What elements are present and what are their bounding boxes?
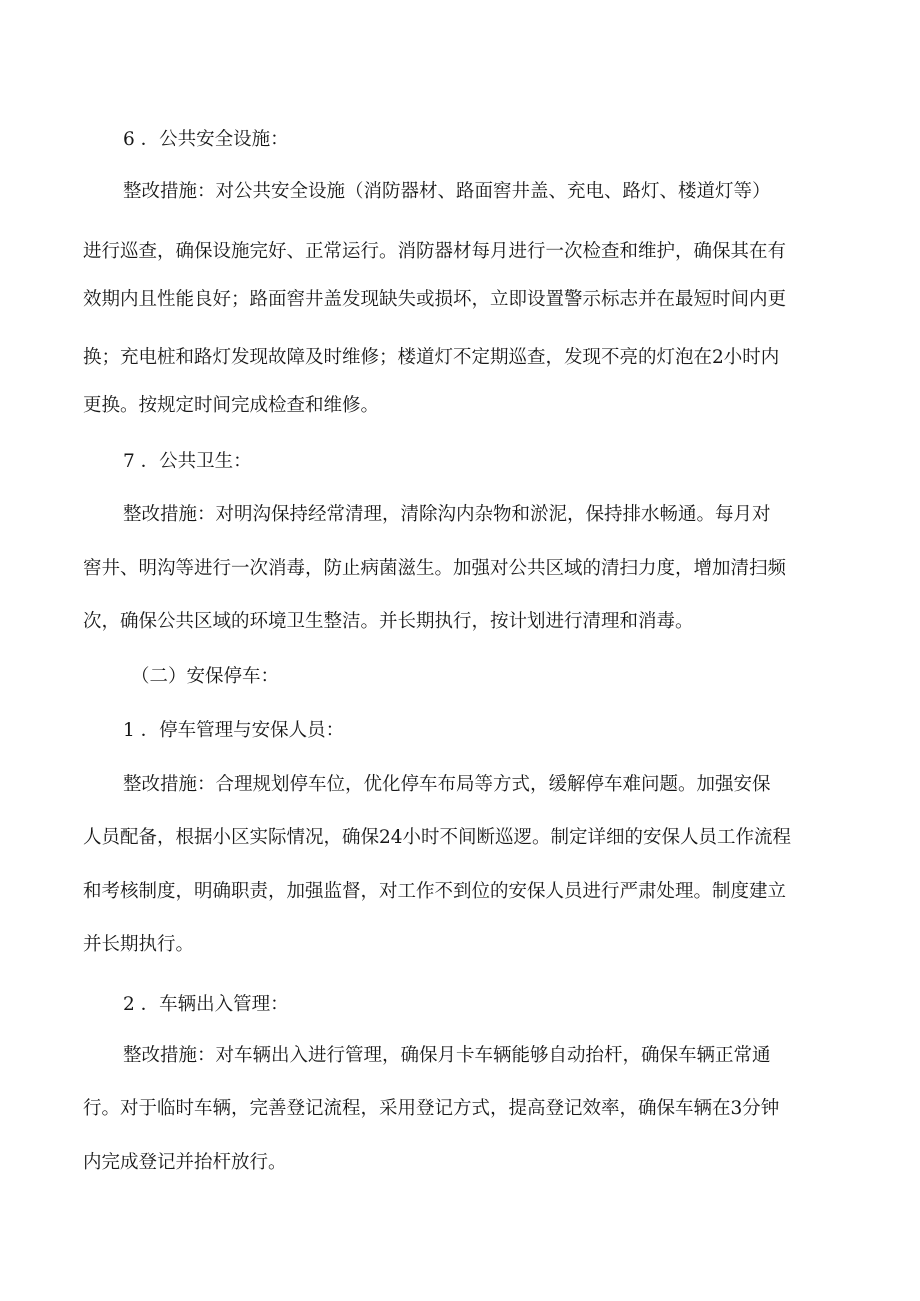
paragraph-line: 整改措施：对公共安全设施（消防器材、路面窖井盖、充电、路灯、楼道灯等） [123,181,771,202]
paragraph-line: 人员配备，根据小区实际情况，确保24小时不间断巡逻。制定详细的安保人员工作流程 [83,827,792,848]
paragraph-line: 更换。按规定时间完成检查和维修。 [83,395,380,416]
section-heading-public-hygiene: 7 ．公共卫生： [123,451,252,472]
section-heading-parking-security-staff: 1 ．停车管理与安保人员： [123,720,345,741]
paragraph-line: 整改措施：对明沟保持经常清理，清除沟内杂物和淤泥，保持排水畅通。每月对 [123,504,771,525]
paragraph-line: 效期内且性能良好；路面窖井盖发现缺失或损坏，立即设置警示标志并在最短时间内更 [83,289,787,310]
paragraph-line: 进行巡查，确保设施完好、正常运行。消防器材每月进行一次检查和维护，确保其在有 [83,241,787,262]
section-heading-public-safety: 6 ．公共安全设施： [123,129,289,150]
paragraph-line: 窖井、明沟等进行一次消毒，防止病菌滋生。加强对公共区域的清扫力度，增加清扫频 [83,558,787,579]
paragraph-line: 和考核制度，明确职责，加强监督，对工作不到位的安保人员进行严肃处理。制度建立 [83,881,787,902]
paragraph-line: 整改措施：合理规划停车位，优化停车布局等方式，缓解停车难问题。加强安保 [123,774,771,795]
paragraph-line: 内完成登记并抬杆放行。 [83,1152,287,1173]
paragraph-line: 次，确保公共区域的环境卫生整洁。并长期执行，按计划进行清理和消毒。 [83,611,694,632]
section-heading-vehicle-access: 2 ．车辆出入管理： [123,994,289,1015]
subsection-heading-security-parking: （二）安保停车： [131,666,280,687]
paragraph-line: 行。对于临时车辆，完善登记流程，采用登记方式，提高登记效率，确保车辆在3分钟 [83,1098,780,1119]
paragraph-line: 换；充电桩和路灯发现故障及时维修；楼道灯不定期巡查，发现不亮的灯泡在2小时内 [83,347,780,368]
paragraph-line: 并长期执行。 [83,934,195,955]
paragraph-line: 整改措施：对车辆出入进行管理，确保月卡车辆能够自动抬杆，确保车辆正常通 [123,1045,771,1066]
